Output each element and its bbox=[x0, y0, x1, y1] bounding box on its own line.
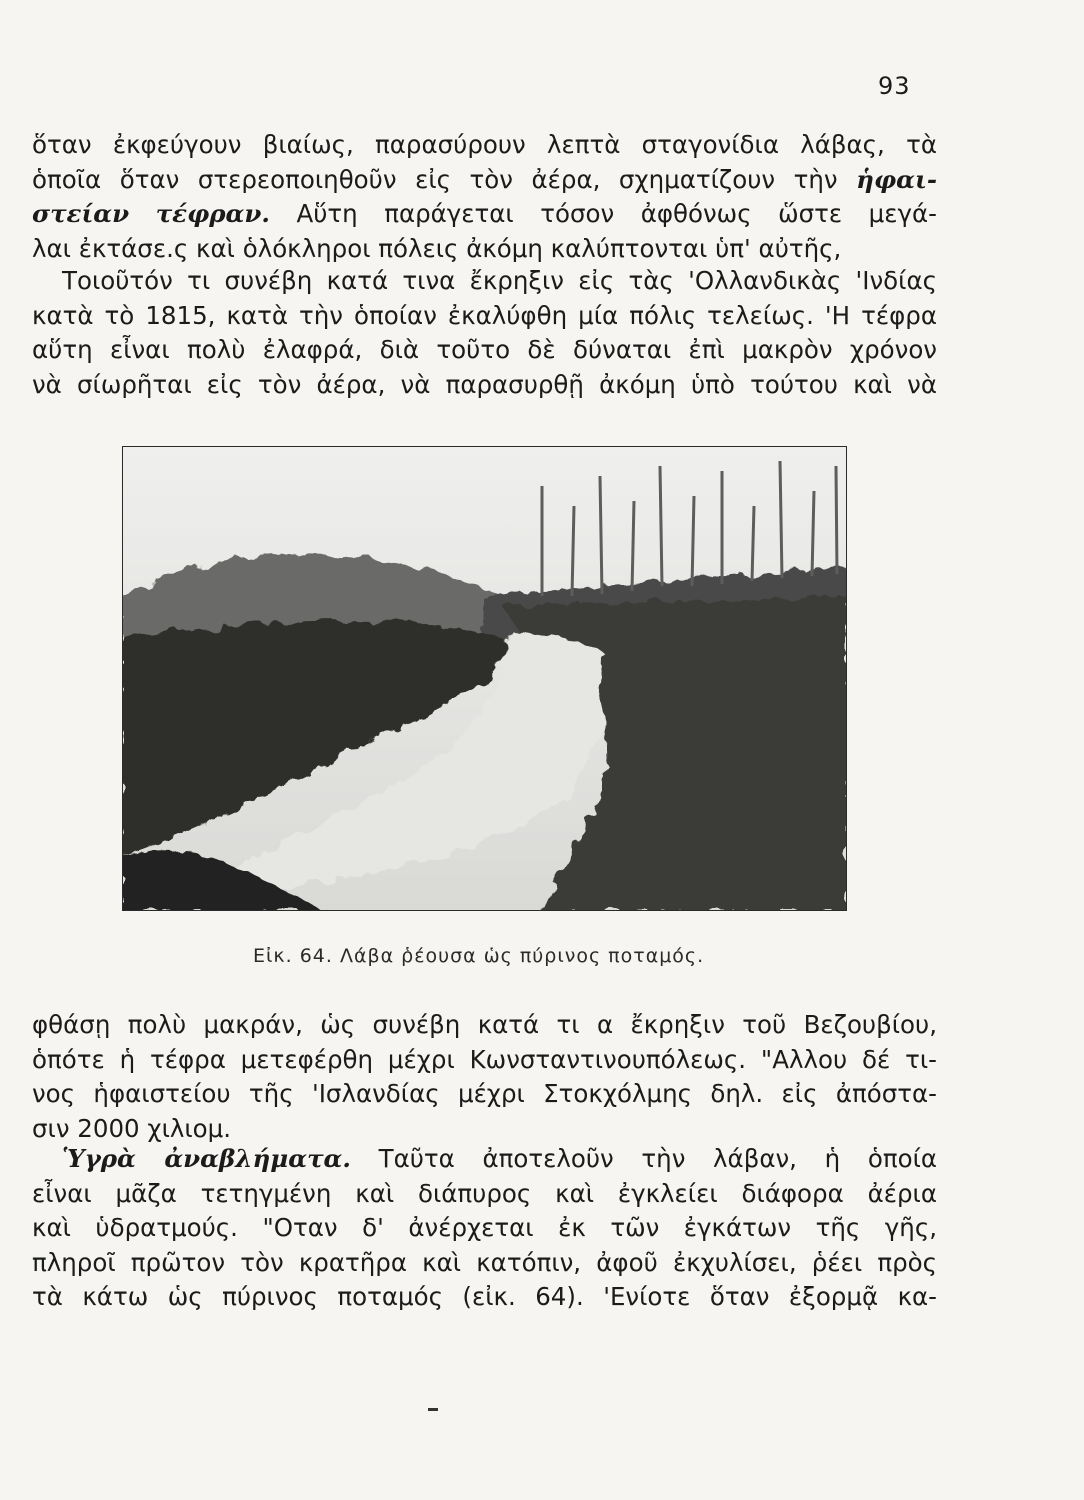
text-line: Τοιοῦτόν τι συνέβη κατά τινα ἔκρηξιν εἰς τὰς 'Ολλανδικὰς 'Ινδίας bbox=[62, 266, 937, 295]
figure-caption: Εἰκ. 64. Λάβα ῥέουσα ὡς πύρινος ποταμός. bbox=[253, 945, 705, 967]
paragraph-ash-formation bbox=[32, 128, 937, 266]
text-line: ὁπότε ἡ τέφρα μετεφέρθη μέχρι Κωνσταντινουπόλεως. "Αλλου δέ τι- bbox=[32, 1044, 937, 1074]
text-fragment: Αὕτη παράγεται τόσον ἀφθόνως ὥστε μεγά- bbox=[296, 199, 937, 229]
paragraph-vesuvius bbox=[32, 1008, 937, 1146]
text-line: κατὰ τὸ 1815, κατὰ τὴν ὁποίαν ἐκαλύφθη μία πόλις τελείως. 'Η τέφρα bbox=[32, 300, 937, 330]
text-line: καὶ ὑδρατμούς. "Οταν δ' ἀνέρχεται ἐκ τῶν ἐγκάτων τῆς γῆς, bbox=[32, 1213, 937, 1243]
term-liquid-ejecta: Ὑγρὰ ἀναβλήματα. bbox=[62, 1144, 351, 1173]
text-line: ὅταν ἐκφεύγουν βιαίως, παρασύρουν λεπτὰ σταγονίδια λάβας, τὰ bbox=[32, 130, 937, 159]
term-volcanic-ash-cont: στείαν bbox=[32, 199, 130, 229]
text-line: αὕτη εἶναι πολὺ ἐλαφρά, διὰ τοῦτο δὲ δύναται ἐπὶ μακρὸν χρόνον bbox=[32, 335, 937, 365]
term-ash: τέφραν. bbox=[155, 199, 270, 229]
text-line: τὰ κάτω ὡς πύρινος ποταμός (εἰκ. 64). 'Ενίοτε ὅταν ἐξορμᾷ κα- bbox=[32, 1282, 937, 1312]
text-line: λαι ἐκτάσε.ς καὶ ὁλόκληροι πόλεις ἀκόμη καλύπτονται ὑπ' αὐτῆς, bbox=[32, 233, 842, 263]
paragraph-dutch-indies bbox=[32, 264, 937, 402]
text-line: φθάσῃ πολὺ μακράν, ὡς συνέβη κατά τι α ἔκρηξιν τοῦ Βεζουβίου, bbox=[32, 1010, 937, 1039]
text-fragment: ὁποῖα ὅταν στερεοποιηθοῦν εἰς τὸν ἀέρα, σχηματίζουν τὴν bbox=[32, 164, 838, 194]
page-mark bbox=[428, 1408, 438, 1411]
text-line bbox=[32, 163, 937, 198]
lava-river-photo bbox=[122, 446, 847, 911]
text-line bbox=[32, 1142, 937, 1177]
text-line: πληροῖ πρῶτον τὸν κρατῆρα καὶ κατόπιν, ἀφοῦ ἐκχυλίσει, ῥέει πρὸς bbox=[32, 1247, 937, 1277]
text-line: εἶναι μᾶζα τετηγμένη καὶ διάπυρος καὶ ἐγκλείει διάφορα ἀέρια bbox=[32, 1178, 937, 1208]
paragraph-liquid-ejecta bbox=[32, 1142, 937, 1315]
term-volcanic-ash: ἡφαι- bbox=[856, 164, 937, 194]
text-line: νὰ σίωρῆται εἰς τὸν ἀέρα, νὰ παρασυρθῇ ἀκόμη ὑπὸ τούτου καὶ νὰ bbox=[32, 369, 937, 399]
text-line: νος ἡφαιστείου τῆς 'Ισλανδίας μέχρι Στοκχόλμης δηλ. εἰς ἀπόστα- bbox=[32, 1079, 937, 1109]
text-fragment: Ταῦτα ἀποτελοῦν τὴν λάβαν, ἡ ὁποία bbox=[378, 1144, 938, 1173]
text-line bbox=[32, 197, 937, 232]
text-line: σιν 2000 χιλιομ. bbox=[32, 1113, 232, 1143]
page-number: 93 bbox=[878, 72, 911, 100]
